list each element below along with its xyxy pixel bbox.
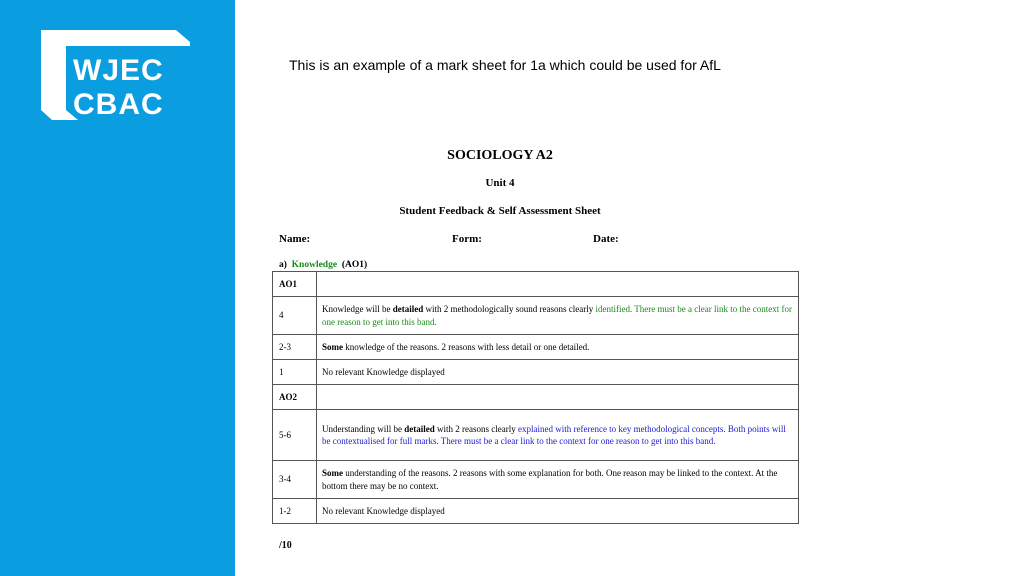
section-word: Knowledge (291, 260, 338, 270)
desc-text: Knowledge will be (322, 304, 393, 314)
description-cell (317, 272, 799, 297)
desc-bold: detailed (392, 304, 424, 314)
section-code: (AO1) (341, 260, 368, 270)
desc-text: with 2 methodologically sound reasons clearly (423, 304, 596, 314)
desc-text: Understanding will be (322, 423, 405, 434)
description-cell (317, 360, 799, 385)
sheet-title: Student Feedback & Self Assessment Sheet (399, 205, 601, 217)
band-row (273, 297, 799, 335)
description-cell (317, 410, 799, 461)
band-row (273, 499, 799, 524)
total-score: /10 (279, 540, 292, 551)
section-prefix: a) (279, 260, 287, 270)
description-cell (317, 297, 799, 335)
band-row (273, 410, 799, 461)
mark-cell: AO2 (273, 385, 317, 410)
section-label (279, 260, 367, 270)
desc-text: knowledge of the reasons. 2 reasons with less detail or one detailed. (343, 341, 590, 352)
desc-bold: detailed (404, 423, 435, 434)
section-header-row (273, 272, 799, 297)
section-header-row (273, 385, 799, 410)
description-cell (317, 385, 799, 410)
mark-cell: 5-6 (273, 410, 317, 461)
mark-cell: 1-2 (273, 499, 317, 524)
doc-title: SOCIOLOGY A2 (447, 148, 553, 163)
desc-text: No relevant Knowledge displayed (322, 505, 445, 516)
mark-cell: 1 (273, 360, 317, 385)
sidebar (0, 0, 235, 576)
description-cell (317, 499, 799, 524)
desc-text: No relevant Knowledge displayed (322, 366, 445, 377)
band-row (273, 335, 799, 360)
desc-colored: identified. There must be a clear link to the context for one reason to get into this band. (322, 304, 792, 327)
desc-text: understanding of the reasons. 2 reasons with some explanation for both. One reason may be linked to the context. At the bottom there may be no context. (322, 468, 778, 491)
band-row (273, 360, 799, 385)
date-label: Date: (593, 233, 619, 245)
mark-cell: 4 (273, 297, 317, 335)
mark-scheme-table (272, 271, 799, 524)
wjec-cbac-logo (38, 30, 194, 126)
desc-bold: Some (322, 468, 343, 478)
desc-colored: explained with reference to key methodological concepts. Both points will be contextualised for full marks. There must be a clear link to the context for one reason to get into this band. (322, 423, 786, 446)
intro-text: This is an example of a mark sheet for 1a which could be used for AfL (289, 57, 721, 73)
mark-cell: 3-4 (273, 461, 317, 499)
logo-line2: CBAC (73, 88, 164, 121)
form-label: Form: (452, 233, 482, 245)
mark-cell: 2-3 (273, 335, 317, 360)
name-label: Name: (279, 233, 311, 245)
mark-cell: AO1 (273, 272, 317, 297)
description-cell (317, 335, 799, 360)
logo-line1: WJEC (73, 54, 164, 87)
desc-text: with 2 reasons clearly (434, 423, 518, 434)
desc-bold: Some (322, 341, 343, 352)
band-row (273, 461, 799, 499)
doc-unit: Unit 4 (485, 177, 515, 189)
description-cell (317, 461, 799, 499)
